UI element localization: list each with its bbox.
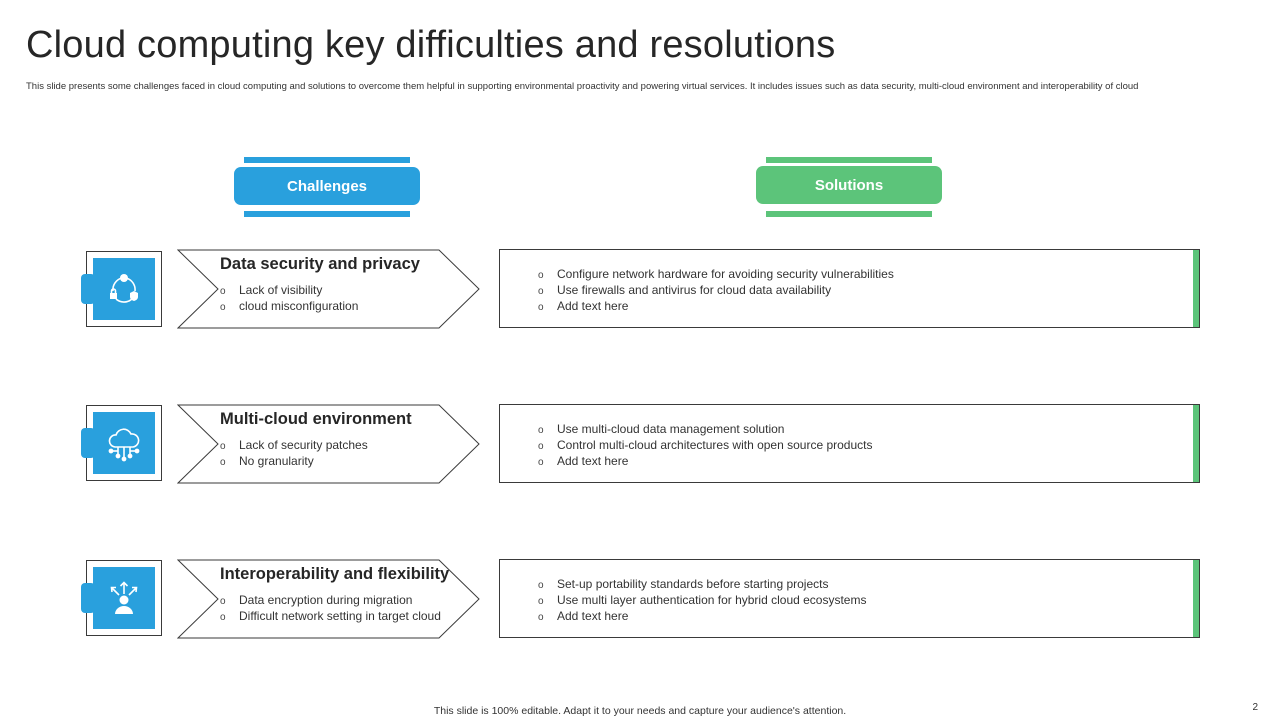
bullet-icon: o bbox=[220, 612, 226, 623]
solution-text: Set-up portability standards before starting projects bbox=[557, 577, 829, 591]
solution-text: Use multi-cloud data management solution bbox=[557, 422, 785, 436]
list-item bbox=[220, 283, 358, 299]
challenges-header-bottom-bar bbox=[244, 211, 410, 217]
bullet-icon: o bbox=[220, 441, 226, 452]
list-item bbox=[538, 299, 894, 315]
list-item bbox=[220, 593, 441, 609]
row-2-solution-box bbox=[499, 404, 1200, 483]
security-cycle-icon bbox=[93, 258, 155, 320]
challenges-header-top-bar bbox=[244, 157, 410, 163]
row-2-icon-box bbox=[86, 405, 162, 481]
bullet-icon: o bbox=[538, 270, 544, 281]
solution-points bbox=[538, 577, 866, 625]
list-item bbox=[538, 422, 872, 438]
row-3-challenge-arrow bbox=[177, 559, 481, 639]
challenges-header bbox=[234, 157, 420, 217]
bullet-icon: o bbox=[538, 286, 544, 297]
list-item bbox=[220, 299, 358, 315]
solution-text: Add text here bbox=[557, 454, 629, 468]
list-item bbox=[220, 609, 441, 625]
list-item bbox=[538, 438, 872, 454]
challenges-header-label: Challenges bbox=[234, 167, 420, 205]
list-item bbox=[220, 438, 368, 454]
bullet-icon: o bbox=[220, 286, 226, 297]
bullet-icon: o bbox=[538, 425, 544, 436]
challenge-point-text: Difficult network setting in target cloud bbox=[239, 609, 441, 623]
row-1-icon-box bbox=[86, 251, 162, 327]
solution-accent-bar bbox=[1193, 250, 1199, 327]
challenge-point-text: cloud misconfiguration bbox=[239, 299, 359, 313]
challenge-point-text: Lack of security patches bbox=[239, 438, 368, 452]
bullet-icon: o bbox=[538, 596, 544, 607]
challenge-points bbox=[220, 438, 368, 470]
row-1-challenge-arrow bbox=[177, 249, 481, 329]
solution-text: Use multi layer authentication for hybrid cloud ecosystems bbox=[557, 593, 867, 607]
solution-accent-bar bbox=[1193, 560, 1199, 637]
bullet-icon: o bbox=[220, 596, 226, 607]
list-item bbox=[538, 283, 894, 299]
list-item bbox=[538, 577, 866, 593]
list-item bbox=[538, 267, 894, 283]
solution-text: Add text here bbox=[557, 609, 629, 623]
solutions-header-bottom-bar bbox=[766, 211, 932, 217]
row-3-icon-box bbox=[86, 560, 162, 636]
challenge-point-text: Lack of visibility bbox=[239, 283, 323, 297]
solutions-header-top-bar bbox=[766, 157, 932, 163]
list-item bbox=[538, 454, 872, 470]
list-item bbox=[538, 609, 866, 625]
bullet-icon: o bbox=[538, 580, 544, 591]
row-1-solution-box bbox=[499, 249, 1200, 328]
list-item bbox=[538, 593, 866, 609]
page-subtitle: This slide presents some challenges faced in cloud computing and solutions to overcome them helpful in supporting environmental proactivity and powering virtual services. It includes issues such as data security, multi-cloud environment and interoperability of cloud bbox=[26, 81, 1139, 92]
solution-accent-bar bbox=[1193, 405, 1199, 482]
bullet-icon: o bbox=[538, 457, 544, 468]
solution-text: Use firewalls and antivirus for cloud data availability bbox=[557, 283, 832, 297]
challenge-title: Multi-cloud environment bbox=[220, 410, 412, 428]
solution-text: Control multi-cloud architectures with open source products bbox=[557, 438, 873, 452]
page-number: 2 bbox=[1252, 702, 1258, 713]
challenge-points bbox=[220, 283, 358, 315]
footer-note: This slide is 100% editable. Adapt it to your needs and capture your audience's attention. bbox=[433, 705, 847, 717]
bullet-icon: o bbox=[220, 302, 226, 313]
challenge-point-text: No granularity bbox=[239, 454, 314, 468]
solution-text: Add text here bbox=[557, 299, 629, 313]
solutions-header bbox=[756, 157, 942, 217]
cloud-network-icon bbox=[93, 412, 155, 474]
challenge-points bbox=[220, 593, 441, 625]
list-item bbox=[220, 454, 368, 470]
page-title: Cloud computing key difficulties and resolutions bbox=[26, 24, 836, 66]
challenge-point-text: Data encryption during migration bbox=[239, 593, 413, 607]
row-2-challenge-arrow bbox=[177, 404, 481, 484]
solution-text: Configure network hardware for avoiding security vulnerabilities bbox=[557, 267, 894, 281]
bullet-icon: o bbox=[538, 302, 544, 313]
challenge-title: Interoperability and flexibility bbox=[220, 565, 450, 583]
row-3-solution-box bbox=[499, 559, 1200, 638]
bullet-icon: o bbox=[220, 457, 226, 468]
bullet-icon: o bbox=[538, 612, 544, 623]
user-arrows-icon bbox=[93, 567, 155, 629]
challenge-title: Data security and privacy bbox=[220, 255, 420, 273]
solutions-header-label: Solutions bbox=[756, 166, 942, 204]
solution-points bbox=[538, 422, 872, 470]
bullet-icon: o bbox=[538, 441, 544, 452]
solution-points bbox=[538, 267, 894, 315]
